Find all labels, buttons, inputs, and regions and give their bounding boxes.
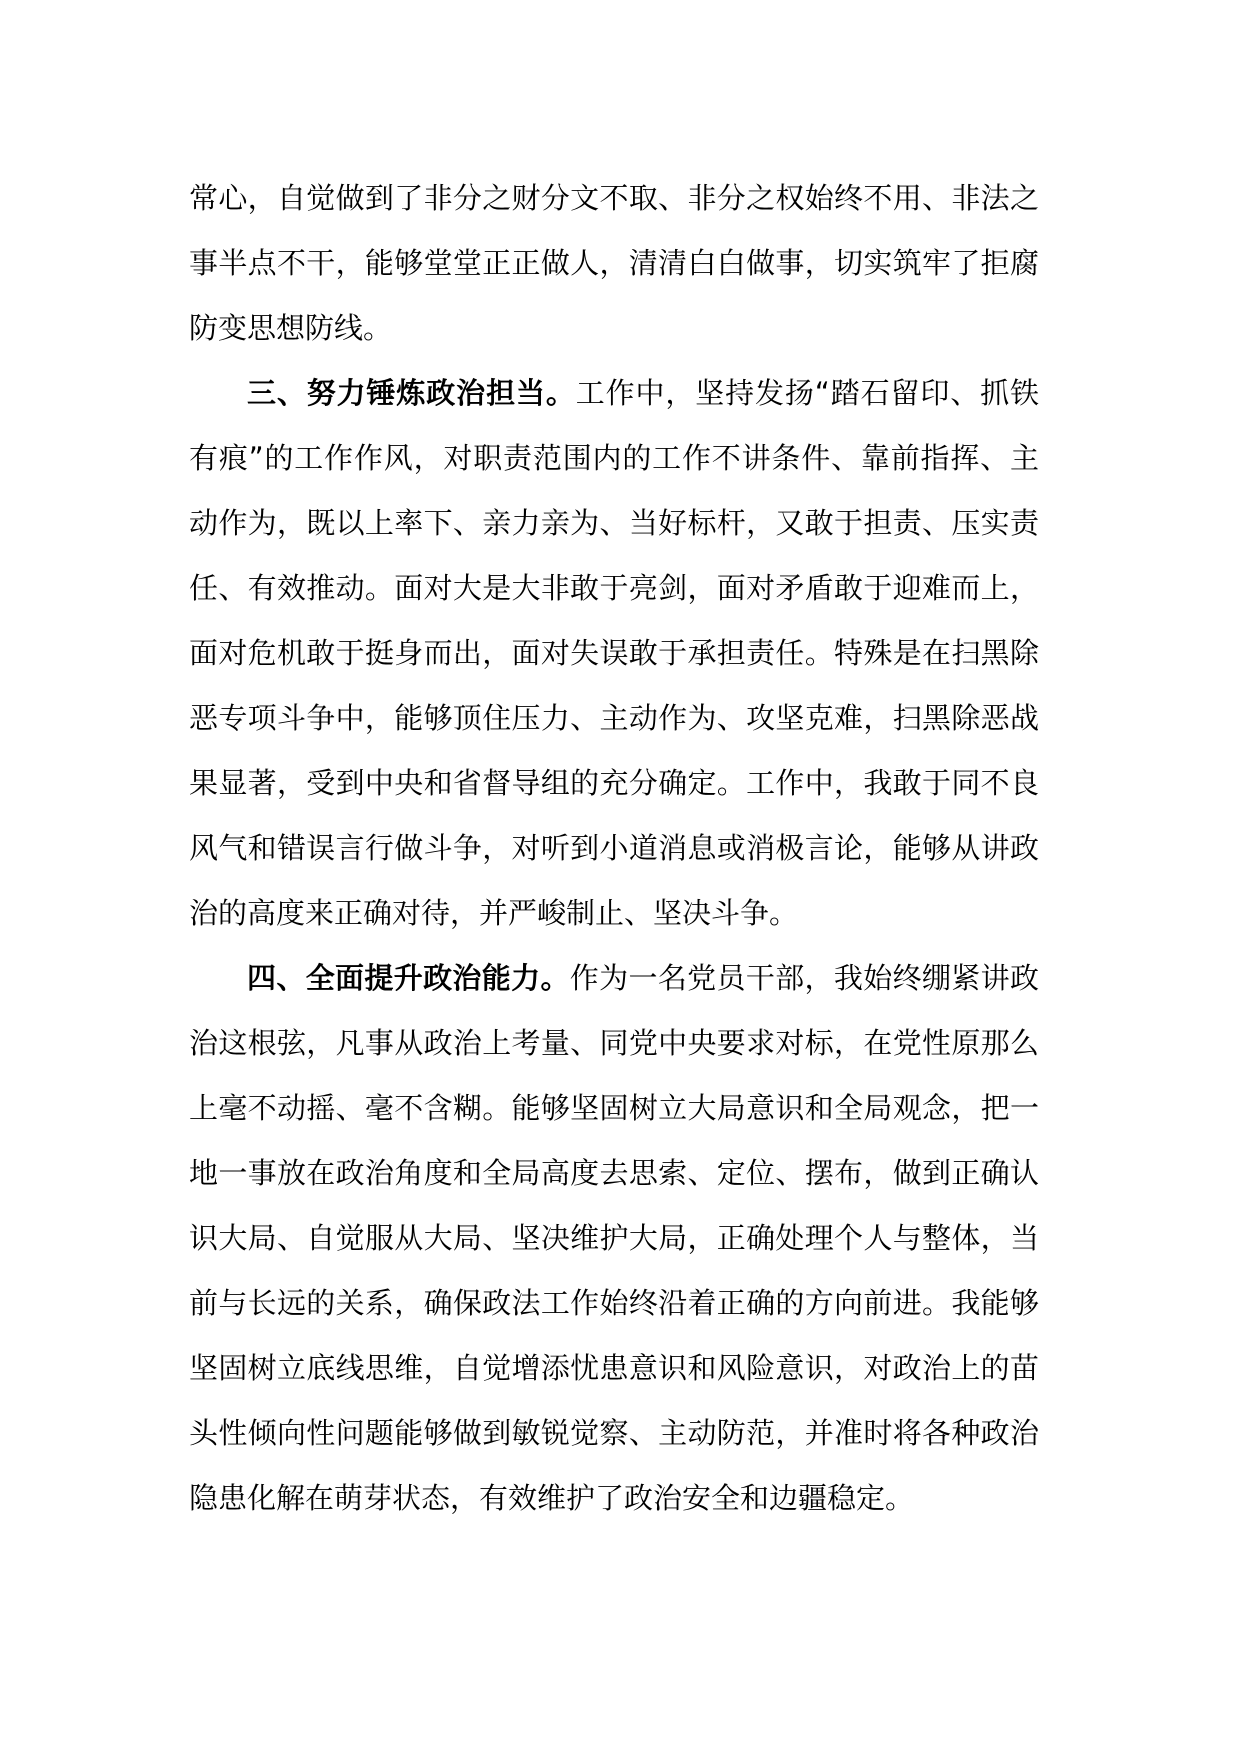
document-body (189, 166, 1039, 1531)
paragraph-text: 作为一名党员干部，我始终绷紧讲政治这根弦，凡事从政治上考量、同党中央要求对标，在党性原那么上毫不动摇、毫不含糊。能够坚固树立大局意识和全局观念，把一地一事放在政治角度和全局高度去思索、定位、摆布，做到正确认识大局、自觉服从大局、坚决维护大局，正确处理个人与整体，当前与长远的关系，确保政法工作始终沿着正确的方向前进。我能够坚固树立底线思维，自觉增添忧患意识和风险意识，对政治上的苗头性倾向性问题能够做到敏锐觉察、主动防范，并准时将各种政治隐患化解在萌芽状态，有效维护了政治安全和边疆稳定。 (189, 961, 1039, 1515)
paragraph-text: 工作中，坚持发扬“踏石留印、抓铁有痕”的工作作风，对职责范围内的工作不讲条件、靠前指挥、主动作为，既以上率下、亲力亲为、当好标杆，又敢于担责、压实责任、有效推动。面对大是大非敢于亮剑，面对矛盾敢于迎难而上，面对危机敢于挺身而出，面对失误敢于承担责任。特殊是在扫黑除恶专项斗争中，能够顶住压力、主动作为、攻坚克难，扫黑除恶战果显著，受到中央和省督导组的充分确定。工作中，我敢于同不良风气和错误言行做斗争，对听到小道消息或消极言论，能够从讲政治的高度来正确对待，并严峻制止、坚决斗争。 (189, 376, 1039, 930)
paragraph-text: 常心，自觉做到了非分之财分文不取、非分之权始终不用、非法之事半点不干，能够堂堂正正做人，清清白白做事，切实筑牢了拒腐防变思想防线。 (189, 181, 1039, 345)
paragraph-continuation (189, 166, 1039, 361)
paragraph-section-3 (189, 361, 1039, 946)
section-heading: 三、努力锤炼政治担当。 (247, 376, 576, 410)
section-heading: 四、全面提升政治能力。 (247, 961, 570, 995)
paragraph-section-4 (189, 946, 1039, 1531)
